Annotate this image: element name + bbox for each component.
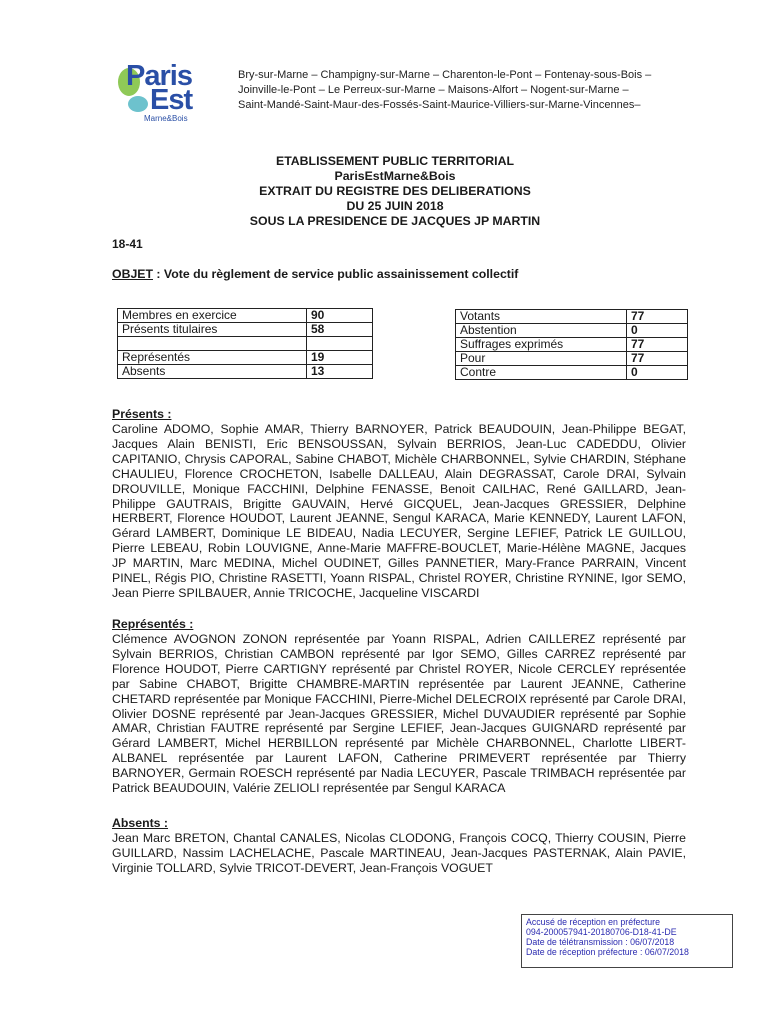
objet-line <box>112 267 518 281</box>
logo-paris-text: Paris <box>126 60 192 92</box>
count-value: 19 <box>307 351 373 365</box>
table-row <box>456 310 688 324</box>
count-label <box>118 337 307 351</box>
prefecture-receipt-stamp <box>521 914 733 968</box>
presents-title: Présents : <box>112 407 172 421</box>
table-row <box>118 365 373 379</box>
stamp-line-3: Date de télétransmission : 06/07/2018 <box>526 937 675 947</box>
count-value: 13 <box>307 365 373 379</box>
vote-value: 77 <box>627 310 688 324</box>
count-value <box>307 337 373 351</box>
presents-list: Caroline ADOMO, Sophie AMAR, Thierry BARNOYER, Patrick BEAUDOUIN, Jean-Philippe BEGAT, Jacques Alain BENISTI, Eric BENSOUSSAN, Sylvain BERRIOS, Jean-Luc CADEDDU, Olivier CAPITANIO, Chrysis CAPORAL, Sabine CHABOT, Michèle CHARBONNEL, Sylvie CHARDIN, Stéphane CHAULIEU, Florence CROCHETON, Isabelle DALLEAU, Alain DEGRASSAT, Carole DRAI, Sylvain DROUVILLE, Monique FACCHINI, Delphine FENASSE, Benoit CAILHAC, René GAILLARD, Jean-Philippe GAUTRAIS, Brigitte GAUVAIN, Hervé GICQUEL, Jean-Jacques GRESSIER, Delphine HERBERT, Florence HOUDOT, Laurent JEANNE, Sengul KARACA, Marie KENNEDY, Laurent LAFON, Gérard LAMBERT, Dominique LE BIDEAU, Nadia LECUYER, Sergine LEFIEF, Patrick LE GUILLOU, Pierre LEBEAU, Robin LOUVIGNE, Anne-Marie MAFFRE-BOUCLET, Marie-Hélène MAGNE, Jacques JP MARTIN, Marc MEDINA, Michel OUDINET, Gilles PANNETIER, Mary-France PARRAIN, Vincent PINEL, Régis PIO, Christine RASETTI, Yoann RISPAL, Christel ROYER, Christine RYNINE, Igor SEMO, Jean Pierre SPILBAUER, Annie TRICOCHE, Jacqueline VISCARDI <box>112 422 686 600</box>
vote-value: 77 <box>627 352 688 366</box>
table-row <box>118 309 373 323</box>
table-row <box>118 351 373 365</box>
count-label: Représentés <box>118 351 307 365</box>
vote-value: 0 <box>627 366 688 380</box>
count-label: Membres en exercice <box>118 309 307 323</box>
header-line-3: EXTRAIT DU REGISTRE DES DELIBERATIONS <box>259 184 531 198</box>
members-count-table <box>117 308 373 379</box>
representes-title: Représentés : <box>112 617 194 631</box>
objet-label: OBJET <box>112 267 153 281</box>
parisest-logo <box>118 60 213 130</box>
stamp-line-1: Accusé de réception en préfecture <box>526 917 660 927</box>
table-row <box>456 324 688 338</box>
vote-label: Suffrages exprimés <box>456 338 627 352</box>
deliberation-reference: 18-41 <box>112 237 143 251</box>
count-value: 90 <box>307 309 373 323</box>
vote-value: 0 <box>627 324 688 338</box>
absents-title: Absents : <box>112 816 169 830</box>
document-header <box>100 154 690 229</box>
header-line-4: DU 25 JUIN 2018 <box>346 199 444 213</box>
header-line-5: SOUS LA PRESIDENCE DE JACQUES JP MARTIN <box>249 214 541 228</box>
header-line-1: ETABLISSEMENT PUBLIC TERRITORIAL <box>276 154 514 168</box>
logo-teal-shape <box>128 96 148 112</box>
table-row <box>118 323 373 337</box>
table-row <box>456 338 688 352</box>
count-value: 58 <box>307 323 373 337</box>
absents-list: Jean Marc BRETON, Chantal CANALES, Nicolas CLODONG, François COCQ, Thierry COUSIN, Pierre GUILLARD, Nassim LACHELACHE, Pascale MARTINEAU, Jean-Jacques PASTERNAK, Alain PAVIE, Virginie TOLLARD, Sylvie TRICOT-DEVERT, Jean-François VOGUET <box>112 831 686 875</box>
logo-subtitle: Marne&Bois <box>144 114 188 123</box>
stamp-line-4: Date de réception préfecture : 06/07/2018 <box>526 947 689 957</box>
stamp-line-2: 094-200057941-20180706-D18-41-DE <box>526 927 677 937</box>
vote-label: Contre <box>456 366 627 380</box>
count-label: Présents titulaires <box>118 323 307 337</box>
vote-label: Pour <box>456 352 627 366</box>
header-line-2: ParisEstMarne&Bois <box>334 169 456 183</box>
vote-value: 77 <box>627 338 688 352</box>
table-row <box>456 366 688 380</box>
representes-list: Clémence AVOGNON ZONON représentée par Yoann RISPAL, Adrien CAILLEREZ représenté par Sylvain BERRIOS, Christian CAMBON représenté par Igor SEMO, Gilles CARREZ représenté par Florence HOUDOT, Pierre CARTIGNY représenté par Christel ROYER, Nicole CERCLEY représentée par Sabine CHABOT, Brigitte CHAMBRE-MARTIN représentée par Laurent JEANNE, Catherine CHETARD représentée par Monique FACCHINI, Pierre-Michel DELECROIX représenté par Carole DRAI, Olivier DOSNE représenté par Jean-Jacques GRESSIER, Michel DUVAUDIER représenté par Sophie AMAR, Christian FAUTRE représenté par Sergine LEFIEF, Jean-Jacques GUIGNARD représenté par Gérard LAMBERT, Michel HERBILLON représenté par Michèle CHARBONNEL, Charlotte LIBERT-ALBANEL représentée par Laurent LAFON, Catherine PRIMEVERT représentée par Thierry BARNOYER, Germain ROESCH représenté par Nadia LECUYER, Pascale TRIMBACH représentée par Patrick BEAUDOUIN, Valérie ZELIOLI représentée par Sengul KARACA <box>112 632 686 796</box>
communes-list: Bry-sur-Marne – Champigny-sur-Marne – Charenton-le-Pont – Fontenay-sous-Bois – Joinville-le-Pont – Le Perreux-sur-Marne – Maisons-Alfort – Nogent-sur-Marne – Saint-Mandé-Saint-Maur-des-Fossés-Saint-Maurice-Villiers-sur-Marne-Vincennes– <box>238 69 652 111</box>
table-row <box>456 352 688 366</box>
vote-label: Abstention <box>456 324 627 338</box>
vote-label: Votants <box>456 310 627 324</box>
objet-text: : Vote du règlement de service public assainissement collectif <box>153 267 519 281</box>
vote-count-table <box>455 309 688 380</box>
table-row <box>118 337 373 351</box>
logo-est-text: Est <box>150 84 193 116</box>
count-label: Absents <box>118 365 307 379</box>
